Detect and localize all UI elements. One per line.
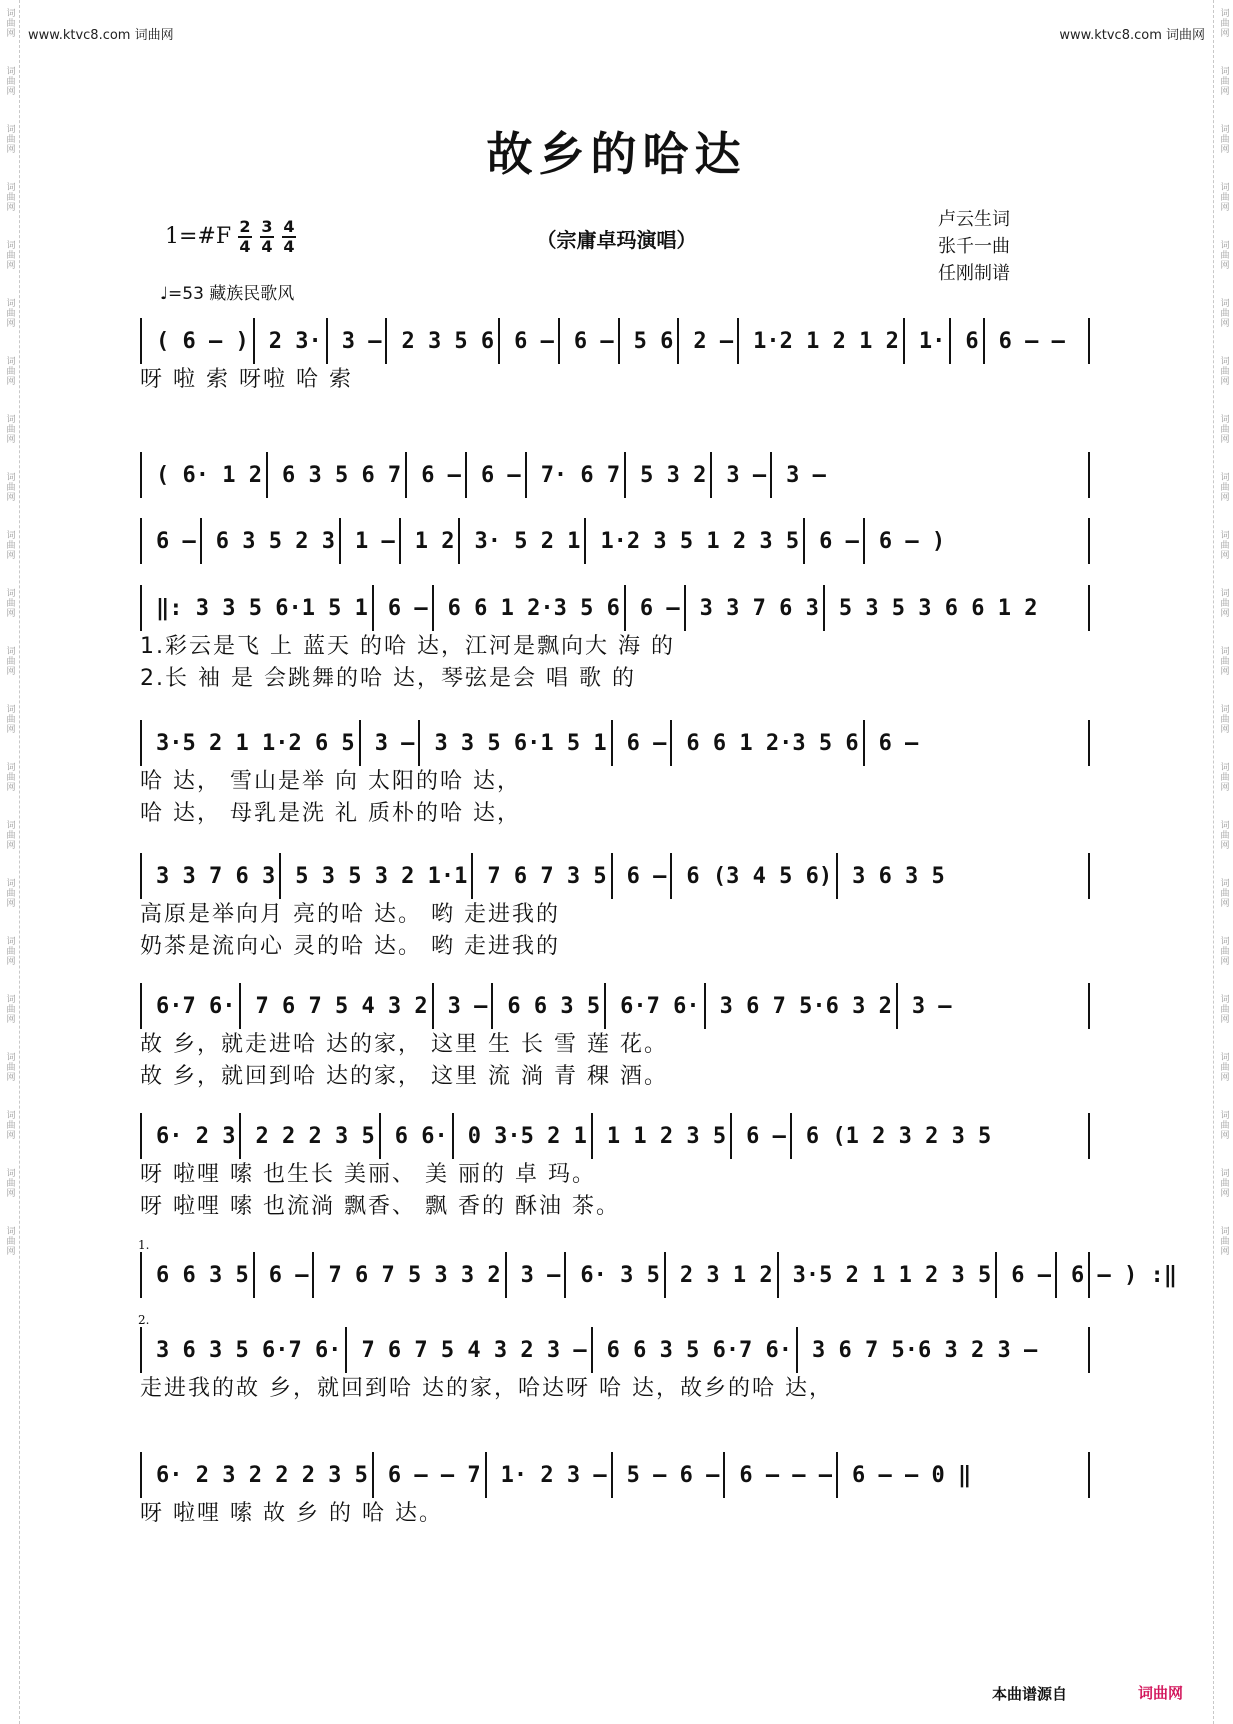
lyric-line: 哈 达， 雪山是举 向 太阳的哈 达， (140, 769, 521, 794)
measure: 6 – (623, 853, 673, 899)
measure: 6 – (384, 585, 434, 631)
margin-text: 词曲网 (1218, 414, 1229, 444)
margin-text: 词曲网 (1218, 704, 1229, 734)
time-sig-denominator: 4 (283, 237, 295, 256)
margin-text: 词曲网 (4, 704, 15, 734)
notation-line (140, 585, 1090, 631)
measure: ( 6 – ) (152, 318, 255, 364)
measure: 6 3 5 2 3 (212, 518, 341, 564)
measure: 2 – (689, 318, 739, 364)
lyricist-credit: 卢云生词 (938, 209, 1010, 230)
notation-line (140, 318, 1090, 364)
measure: 6 6 3 5 (503, 983, 606, 1029)
header-site-link-left[interactable]: www.ktvc8.com 词曲网 (28, 28, 174, 43)
measure: 6 6 1 2·3 5 6 (444, 585, 626, 631)
margin-text: 词曲网 (4, 472, 15, 502)
measure: 3 – (517, 1252, 567, 1298)
measure: 3 3 5 6·1 5 1 (430, 720, 612, 766)
measure: 6 – (477, 452, 527, 498)
measure: 1 1 2 3 5 (603, 1113, 732, 1159)
lyric-line: 呀 啦哩 嗦 也生长 美丽、 美 丽的 卓 玛。 (140, 1162, 596, 1187)
margin-text: 词曲网 (1218, 994, 1229, 1024)
score-system (140, 1452, 1090, 1530)
lyric-line: 走进我的故 乡，就回到哈 达的家，哈达呀 哈 达，故乡的哈 达， (140, 1376, 833, 1401)
arranger-credit: 任刚制谱 (938, 263, 1010, 284)
score-system (140, 585, 1090, 695)
measure: 6 – – 0 ‖ (852, 1462, 972, 1488)
measure: 1· (915, 318, 952, 364)
lyric-line: 故 乡，就走进哈 达的家， 这里 生 长 雪 莲 花。 (140, 1032, 668, 1057)
volta-marker: 1. (138, 1238, 150, 1252)
measure: 6·7 6· (616, 983, 705, 1029)
margin-text: 词曲网 (4, 8, 15, 38)
margin-text: 词曲网 (1218, 1052, 1229, 1082)
time-sig-denominator: 4 (261, 237, 273, 256)
margin-text: 词曲网 (4, 588, 15, 618)
time-sig-numerator: 4 (283, 217, 295, 236)
score-system (140, 853, 1090, 963)
time-sig-numerator: 2 (239, 217, 251, 236)
measure: 1·2 1 2 1 2 (749, 318, 905, 364)
score-system (140, 452, 1090, 498)
lyric-line: 呀 啦哩 嗦 故 乡 的 哈 达。 (140, 1501, 443, 1526)
margin-text: 词曲网 (4, 240, 15, 270)
margin-text: 词曲网 (4, 530, 15, 560)
score-system (138, 1238, 1178, 1298)
measure: 6 6 1 2·3 5 6 (682, 720, 864, 766)
measure: 6 3 5 6 7 (278, 452, 407, 498)
margin-text: 词曲网 (4, 1110, 15, 1140)
score-system (140, 983, 1090, 1093)
measure: 7 6 7 5 4 3 2 (251, 983, 433, 1029)
lyric-line: 呀 啦 索 呀啦 哈 索 (140, 367, 353, 392)
measure: 3 6 7 5·6 3 2 (716, 983, 898, 1029)
measure: 2 3· (265, 318, 328, 364)
measure: 1 2 (411, 518, 461, 564)
measure: 2 2 2 3 5 (251, 1113, 380, 1159)
margin-text: 词曲网 (1218, 182, 1229, 212)
measure: 6 6· (391, 1113, 454, 1159)
lyric-line-verse2: 故 乡，就回到哈 达的家， 这里 流 淌 青 稞 酒。 (140, 1064, 668, 1089)
measure: 0 3·5 2 1 (464, 1113, 593, 1159)
margin-text: 词曲网 (4, 1052, 15, 1082)
measure: 1 – (351, 518, 401, 564)
notation-line (140, 1327, 1090, 1373)
singer-note: （宗庸卓玛演唱） (536, 228, 697, 252)
margin-text: 词曲网 (1218, 1168, 1229, 1198)
left-margin-watermark (0, 0, 20, 1724)
header-site-link-right[interactable]: www.ktvc8.com 词曲网 (1059, 28, 1205, 43)
margin-text: 词曲网 (4, 298, 15, 328)
notation-line (140, 452, 1090, 498)
margin-text: 词曲网 (1218, 66, 1229, 96)
notation-line (140, 518, 1090, 564)
margin-text: 词曲网 (1218, 936, 1229, 966)
margin-text: 词曲网 (1218, 8, 1229, 38)
lyric-line-verse2: 哈 达， 母乳是洗 礼 质朴的哈 达， (140, 801, 521, 826)
score-system (138, 1313, 1090, 1405)
margin-text: 词曲网 (4, 1168, 15, 1198)
margin-text: 词曲网 (1218, 878, 1229, 908)
measure: 3·5 2 1 1·2 6 5 (152, 720, 361, 766)
measure: ‖: 3 3 5 6·1 5 1 (152, 585, 374, 631)
measure: 6 – (878, 730, 919, 756)
measure: 1·2 3 5 1 2 3 5 (596, 518, 805, 564)
measure: 3 – (444, 983, 494, 1029)
measure: 3 6 3 5 (852, 863, 945, 889)
notation-line (140, 1252, 1178, 1298)
measure: 6 (961, 318, 984, 364)
margin-text: 词曲网 (4, 414, 15, 444)
notation-line (140, 1452, 1090, 1498)
time-sig-numerator: 3 (261, 217, 273, 236)
measure: 3 – (911, 993, 952, 1019)
measure: 6 – (570, 318, 620, 364)
time-sig-denominator: 4 (239, 237, 251, 256)
margin-text: 词曲网 (4, 878, 15, 908)
margin-text: 词曲网 (1218, 298, 1229, 328)
margin-text: 词曲网 (1218, 124, 1229, 154)
credits (938, 206, 1010, 287)
margin-text: 词曲网 (4, 356, 15, 386)
margin-text: 词曲网 (1218, 762, 1229, 792)
measure: 3 6 7 5·6 3 2 3 – (812, 1337, 1038, 1363)
measure: 7 6 7 5 3 3 2 (324, 1252, 506, 1298)
song-title: 故乡的哈达 (486, 127, 747, 181)
margin-text: 词曲网 (1218, 356, 1229, 386)
measure: 3 – (722, 452, 772, 498)
margin-text: 词曲网 (1218, 472, 1229, 502)
margin-text: 词曲网 (1218, 588, 1229, 618)
lyric-line-verse2: 2.长 袖 是 会跳舞的哈 达，琴弦是会 唱 歌 的 (140, 666, 636, 691)
footer-brand-link[interactable]: 词曲网 (1138, 1684, 1184, 1702)
measure: 3 – (338, 318, 388, 364)
margin-text: 词曲网 (4, 124, 15, 154)
measure: 6 – – 7 (384, 1452, 487, 1498)
measure: 5 3 5 3 6 6 1 2 (838, 595, 1038, 621)
measure: 6·7 6· (152, 983, 241, 1029)
margin-text: 词曲网 (4, 820, 15, 850)
measure: 6· 2 3 (152, 1113, 241, 1159)
measure: 7 6 7 5 4 3 2 3 – (357, 1327, 592, 1373)
score-system (140, 318, 1090, 396)
measure: 6 – (152, 518, 202, 564)
margin-text: 词曲网 (1218, 530, 1229, 560)
right-margin-watermark (1213, 0, 1233, 1724)
measure: 1· 2 3 – (497, 1452, 613, 1498)
measure: 5 3 5 3 2 1·1 (291, 853, 473, 899)
margin-text: 词曲网 (1218, 240, 1229, 270)
measure: 6 – (417, 452, 467, 498)
measure: 6 6 3 5 6·7 6· (603, 1327, 798, 1373)
measure: 6 – – (998, 328, 1065, 354)
measure: 6 – ) :‖ (1071, 1262, 1178, 1288)
measure: 6 6 3 5 (152, 1252, 255, 1298)
margin-text: 词曲网 (4, 936, 15, 966)
measure: 3 6 3 5 6·7 6· (152, 1327, 347, 1373)
measure: 7 6 7 3 5 (483, 853, 612, 899)
key-signature: 1=#F (165, 224, 232, 249)
margin-text: 词曲网 (1218, 1110, 1229, 1140)
lyric-line: 1.彩云是飞 上 蓝天 的哈 达，江河是飘向大 海 的 (140, 634, 675, 659)
measure: 3 – (786, 462, 826, 488)
measure: 6 – – – (735, 1452, 838, 1498)
measure: 5 6 (630, 318, 680, 364)
lyric-line: 高原是举向月 亮的哈 达。 哟 走进我的 (140, 902, 560, 927)
measure: 6 – (510, 318, 560, 364)
score-system (140, 518, 1090, 564)
measure: 6· 2 3 2 2 2 3 5 (152, 1452, 374, 1498)
margin-text: 词曲网 (4, 182, 15, 212)
measure: 6 – ) (878, 528, 946, 554)
measure: 6 – (742, 1113, 792, 1159)
measure: 6· 3 5 (576, 1252, 665, 1298)
notation-line (140, 720, 1090, 766)
measure: 2 3 1 2 (676, 1252, 779, 1298)
lyric-line-verse2: 奶茶是流向心 灵的哈 达。 哟 走进我的 (140, 934, 560, 959)
measure: ( 6· 1 2 (152, 452, 268, 498)
footer-source-label: 本曲谱源自 (992, 1685, 1068, 1703)
measure: 3·5 2 1 1 2 3 5 (789, 1252, 998, 1298)
measure: 6 – (815, 518, 865, 564)
tempo-marking: ♩=53 藏族民歌风 (160, 284, 295, 304)
measure: 6 – (265, 1252, 315, 1298)
measure: 6 – (636, 585, 686, 631)
notation-line (140, 853, 1090, 899)
notation-line (140, 1113, 1090, 1159)
score-system (140, 720, 1090, 830)
measure: 6 (3 4 5 6) (682, 853, 838, 899)
lyric-line-verse2: 呀 啦哩 嗦 也流淌 飘香、 飘 香的 酥油 茶。 (140, 1194, 620, 1219)
margin-text: 词曲网 (1218, 646, 1229, 676)
margin-text: 词曲网 (4, 1226, 15, 1256)
measure: 7· 6 7 (537, 452, 626, 498)
composer-credit: 张千一曲 (938, 236, 1010, 257)
margin-text: 词曲网 (1218, 820, 1229, 850)
volta-marker: 2. (138, 1313, 150, 1327)
measure: 2 3 5 6 (397, 318, 500, 364)
margin-text: 词曲网 (4, 994, 15, 1024)
measure: 3 3 7 6 3 (696, 585, 825, 631)
margin-text: 词曲网 (1218, 1226, 1229, 1256)
margin-text: 词曲网 (4, 646, 15, 676)
measure: 3· 5 2 1 (470, 518, 586, 564)
measure: 5 3 2 (636, 452, 712, 498)
score-system (140, 1113, 1090, 1223)
measure: 6 – (1007, 1252, 1057, 1298)
margin-text: 词曲网 (4, 66, 15, 96)
measure: 6 – (623, 720, 673, 766)
measure: 3 – (371, 720, 421, 766)
notation-line (140, 983, 1090, 1029)
margin-text: 词曲网 (4, 762, 15, 792)
measure: 3 3 7 6 3 (152, 853, 281, 899)
measure: 5 – 6 – (623, 1452, 726, 1498)
measure: 6 (1 2 3 2 3 5 (805, 1123, 992, 1149)
